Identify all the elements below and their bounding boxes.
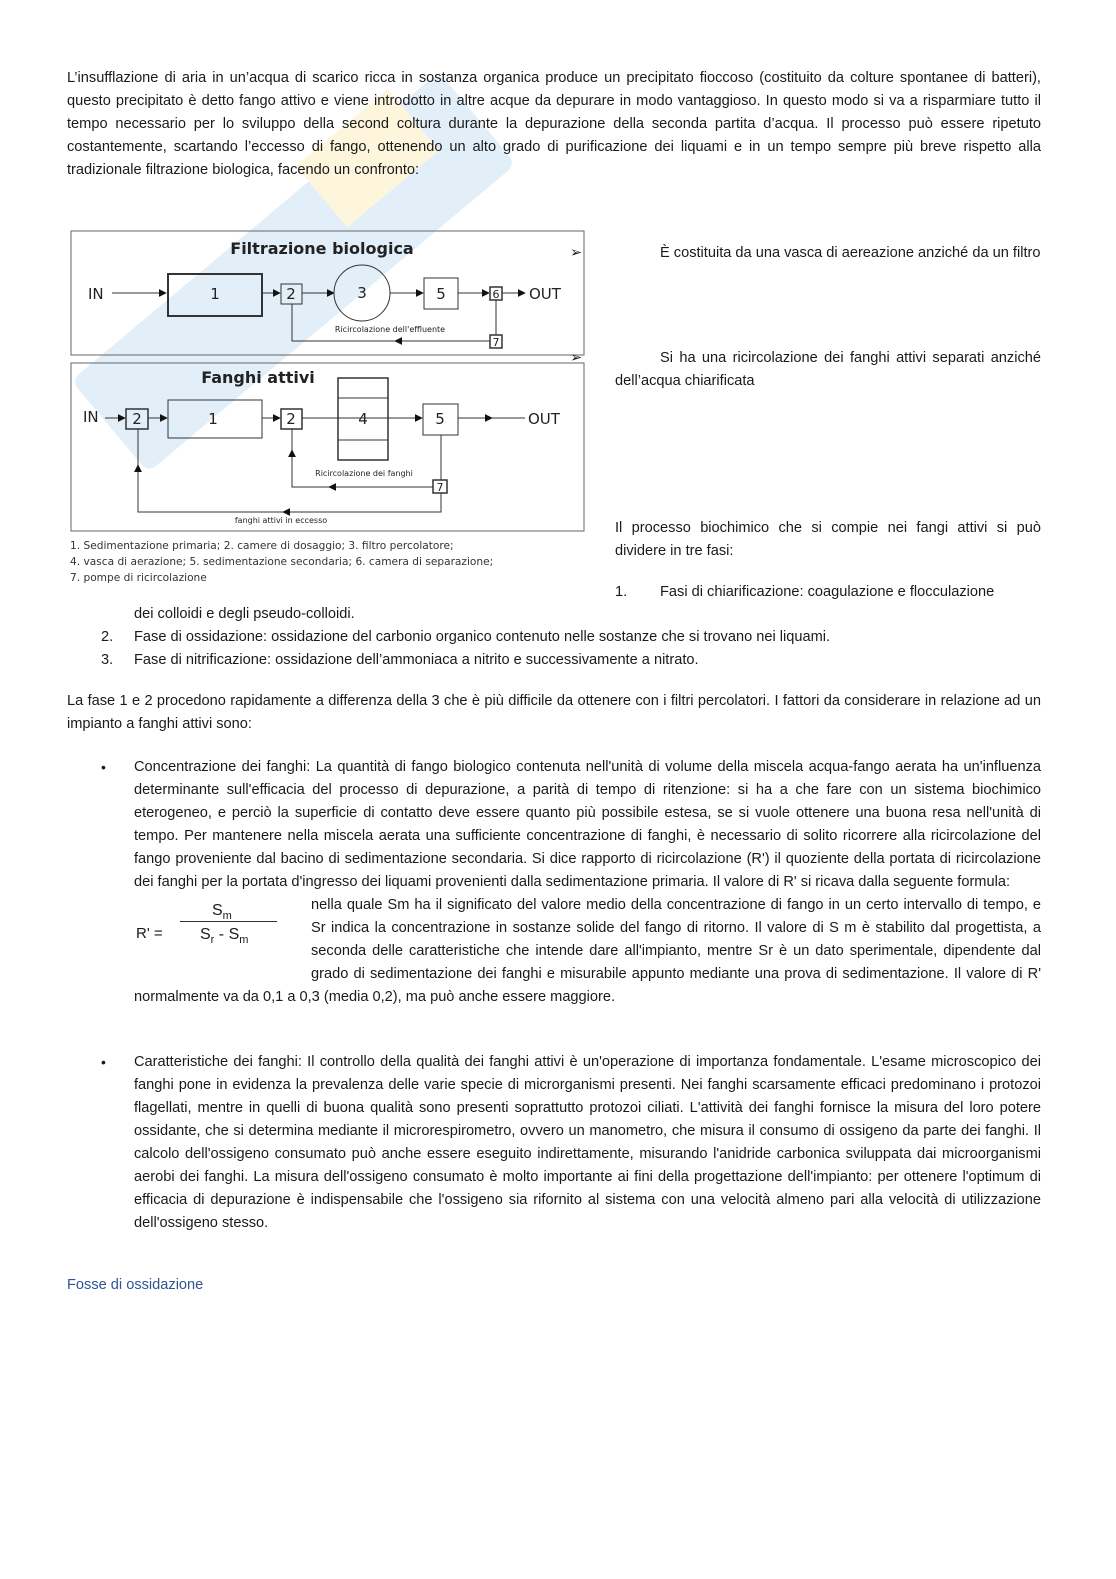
process-diagram [65,225,590,535]
intro-paragraph: L’insufflazione di aria in un’acqua di scarico ricca in sostanza organica produce un precipitato fioccoso (costituito da colture spontanee di batteri), questo precipitato è detto fango attivo e viene introdotto in altre acque da depurare in modo vantaggioso. In questo modo si va a risparmiare tutto il tempo necessario per lo sviluppo della second coltura durante la depurazione della seconda partita d’acqua. Il processo può essere ripetuto costantemente, scartando l’eccesso di fango, ottenendo un alto grado di purificazione dei liquami e in un tempo sempre più breve rispetto alla tradizionale filtrazione biologica, facendo un confronto: [67,70,1041,178]
diagram-excess-sludge-label: fanghi attivi in eccesso [234,516,328,525]
formula [134,896,311,986]
diagram-recirc-sludge-label: Ricircolazione dei fanghi [315,469,413,478]
diagram-in-label: IN [83,408,99,426]
phase-1-continuation: dei colloidi e degli pseudo-colloidi. [134,606,355,622]
formula-numerator: $S_m$ [212,902,232,923]
diagram-title-activated-sludge: Fanghi attivi [201,368,315,387]
diagram-node-6: 6 [492,288,500,301]
diagram-recirc-effluent-label: Ricircolazione dell'effluente [334,325,446,334]
formula-lhs: R' = [136,925,163,942]
bullet-sludge-concentration [134,756,1041,1009]
right-point-2 [570,347,1041,393]
phase-text: Fase di nitrificazione: ossidazione dell’ammoniaca a nitrito e successivamente a nitrato. [134,652,699,668]
diagram-node-7: 7 [436,481,444,494]
diagram-out-label: OUT [528,410,560,428]
section-heading: Fosse di ossidazione [67,1277,204,1293]
phase-text: Fasi di chiarificazione: coagulazione e flocculazione [660,584,995,600]
arrow-bullet-icon: ➢ [570,350,583,366]
formula-denominator: $S_r - S_m$ [200,926,249,947]
phase-text: Fase di ossidazione: ossidazione del carbonio organico contenuto nelle sostanze che si trovano nei liquami. [134,629,831,645]
diagram-node-1: 1 [210,285,220,303]
diagram-node-5: 5 [436,285,446,303]
point-text: Si ha una ricircolazione dei fanghi attivi separati anziché dell’acqua chiarificata [615,350,1041,389]
diagram-node-7: 7 [492,336,500,349]
right-point-1 [570,242,1041,265]
phase-number: 2. [101,629,114,645]
caption-line: 4. vasca di aerazione; 5. sedimentazione secondaria; 6. camera di separazione; [70,556,494,568]
bullet-text: nella quale Sm ha il significato del valore medio della concentrazione di fango in un certo intervallo di tempo, e Sr indica la concentrazione in sostanze solide del fango di ritorno. Il valore di S m è stabilito dal progettista, a seconda delle caratteristiche che intende dare all'impianto, mentre Sr è un dato sperimentale, dipendente dal grado di sedimentazione dei fanghi e misurabile appunto mediante una prova di sedimentazione. Il valore di R' normalmente va da 0,1 a 0,3 (media 0,2), ma può anche essere maggiore. [134,897,1041,1005]
bullet-icon: • [101,1054,106,1070]
phase-3 [101,649,1041,672]
bullet-text: Concentrazione dei fanghi: La quantità di fango biologico contenuta nell'unità di volume della miscela acqua-fango aerata ha un'influenza determinante sull'efficacia del processo di depurazione, a parità di tempo di ritenzione: si ha a che fare con un sistema biochimico eterogeneo, e perciò la superficie di contatto deve essere quanto più possibile estesa, se si vuole ottenere una buona resa nell'unità di tempo. Per mantenere nella miscela aerata una sufficiente concentrazione di fanghi, è necessario di solito ricorrere alla ricircolazione del fango proveniente dal bacino di sedimentazione secondaria. Si dice rapporto di ricircolazione (R') il quoziente della portata di ricircolazione dei fanghi per la portata d'ingresso dei liquami provenienti dalla sedimentazione primaria. Il valore di R' si ricava dalla seguente formula: [134,759,1041,890]
factors-intro: La fase 1 e 2 procedono rapidamente a differenza della 3 che è più difficile da ottenere con i filtri percolatori. I fattori da considerare in relazione ad un impianto a fanghi attivi sono: [67,693,1041,732]
phases-intro: Il processo biochimico che si compie nei fangi attivi si può dividere in tre fasi: [615,520,1041,559]
phase-number: 3. [101,652,114,668]
diagram-title-biological-filtration: Filtrazione biologica [230,239,414,258]
caption-line: 1. Sedimentazione primaria; 2. camere di dosaggio; 3. filtro percolatore; [70,540,454,552]
diagram-node-4: 4 [358,410,368,428]
diagram-node-5: 5 [435,410,445,428]
phase-2 [101,626,1041,649]
diagram-node-2: 2 [132,410,142,428]
diagram-node-2: 2 [286,410,296,428]
diagram-caption [70,538,493,586]
point-text: È costituita da una vasca di aereazione anziché da un filtro [660,245,1041,261]
diagram-node-3: 3 [357,284,367,302]
diagram-node-1: 1 [208,410,218,428]
diagram-node-2: 2 [286,285,296,303]
caption-line: 7. pompe di ricircolazione [70,572,207,584]
bullet-icon: • [101,759,106,775]
phase-number: 1. [615,584,628,600]
diagram-in-label: IN [88,285,104,303]
diagram-out-label: OUT [529,285,561,303]
bullet-sludge-characteristics: Caratteristiche dei fanghi: Il controllo della qualità dei fanghi attivi è un'operazione di importanza fondamentale. L'esame microscopico dei fanghi pone in evidenza la prevalenza delle varie specie di microrganismi presenti. Nei fanghi scarsamente efficaci predominano i protozoi flagellati, mentre in quelli di buona qualità sono presenti soprattutto protozoi ciliati. L'attività dei fanghi fornisce la misura del loro potere ossidante, che si determina mediante il microrespirometro, ovvero un manometro, che misura il consumo di ossigeno da parte dei fanghi. Il calcolo dell'ossigeno consumato può anche essere eseguito indirettamente, misurando l'anidride carbonica sviluppata dai microorganismi aerobi dei fanghi. La misura dell'ossigeno consumato è molto importante ai fini della progettazione dell'impianto: per ottenere l'optimum di efficacia di depurazione è indispensabile che l'ossigeno sia rifornito al sistema con una velocità almeno pari alla velocità di utilizzazione dell'ossigeno stesso. [134,1054,1041,1231]
phase-1 [615,581,1041,604]
arrow-bullet-icon: ➢ [570,245,583,261]
